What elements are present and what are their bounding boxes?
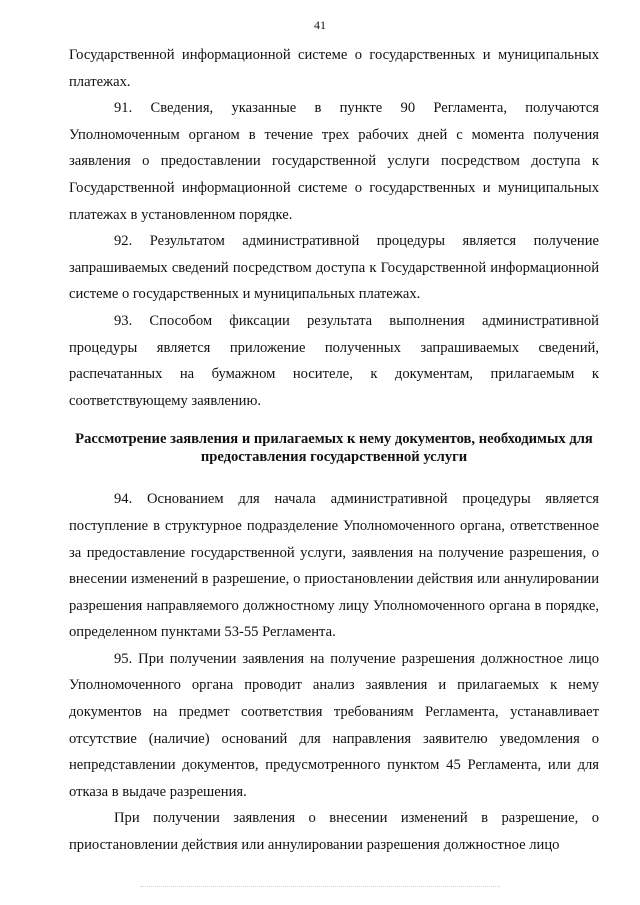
paragraph-95: 95. При получении заявления на получение разрешения должностное лицо Уполномоченного органа проводит анализ заявления и прилагаемых к нему документов на предмет соответствия требованиям Регламента, устанавливает отсутствие (наличие) оснований для направления заявителю уведомления о непредставлении документов, предусмотренного пунктом 45 Регламента, или для отказа в выдаче разрешения. <box>69 650 599 800</box>
scan-artifact-dots <box>140 886 500 889</box>
paragraph-95-continued: При получении заявления о внесении изменений в разрешение, о приостановлении действия или аннулировании разрешения должностное лицо <box>69 810 599 854</box>
paragraph-93: 93. Способом фиксации результата выполнения административной процедуры является приложение полученных запрашиваемых сведений, распечатанных на бумажном носителе, к документам, прилагаемым к соответствующему заявлению. <box>69 312 599 409</box>
paragraph-continuation: Государственной информационной системе о государственных и муниципальных платежах. <box>69 47 599 90</box>
section-heading-line-2: предоставления государственной услуги <box>200 449 468 466</box>
section-heading-line-1: Рассмотрение заявления и прилагаемых к нему документов, необходимых для <box>75 431 593 448</box>
paragraph-91: 91. Сведения, указанные в пункте 90 Регламента, получаются Уполномоченным органом в течение трех рабочих дней с момента получения заявления о предоставлении государственной услуги посредством доступа к Государственной информационной системе о государственных и муниципальных платежах в установленном порядке. <box>69 100 599 223</box>
page-number: 41 <box>314 18 326 32</box>
paragraph-92: 92. Результатом административной процедуры является получение запрашиваемых сведений посредством доступа к Государственной информационной системе о государственных и муниципальных платежах. <box>69 233 599 303</box>
section-heading <box>69 430 599 466</box>
paragraph-94: 94. Основанием для начала административной процедуры является поступление в структурное подразделение Уполномоченного органа, ответственное за предоставление государственной услуги, заявления на получение разрешения, о внесении изменений в разрешение, о приостановлении действия или аннулировании разрешения направляемого должностному лицу Уполномоченного органа в порядке, определенном пунктами 53-55 Регламента. <box>69 491 599 641</box>
document-body <box>69 42 599 859</box>
